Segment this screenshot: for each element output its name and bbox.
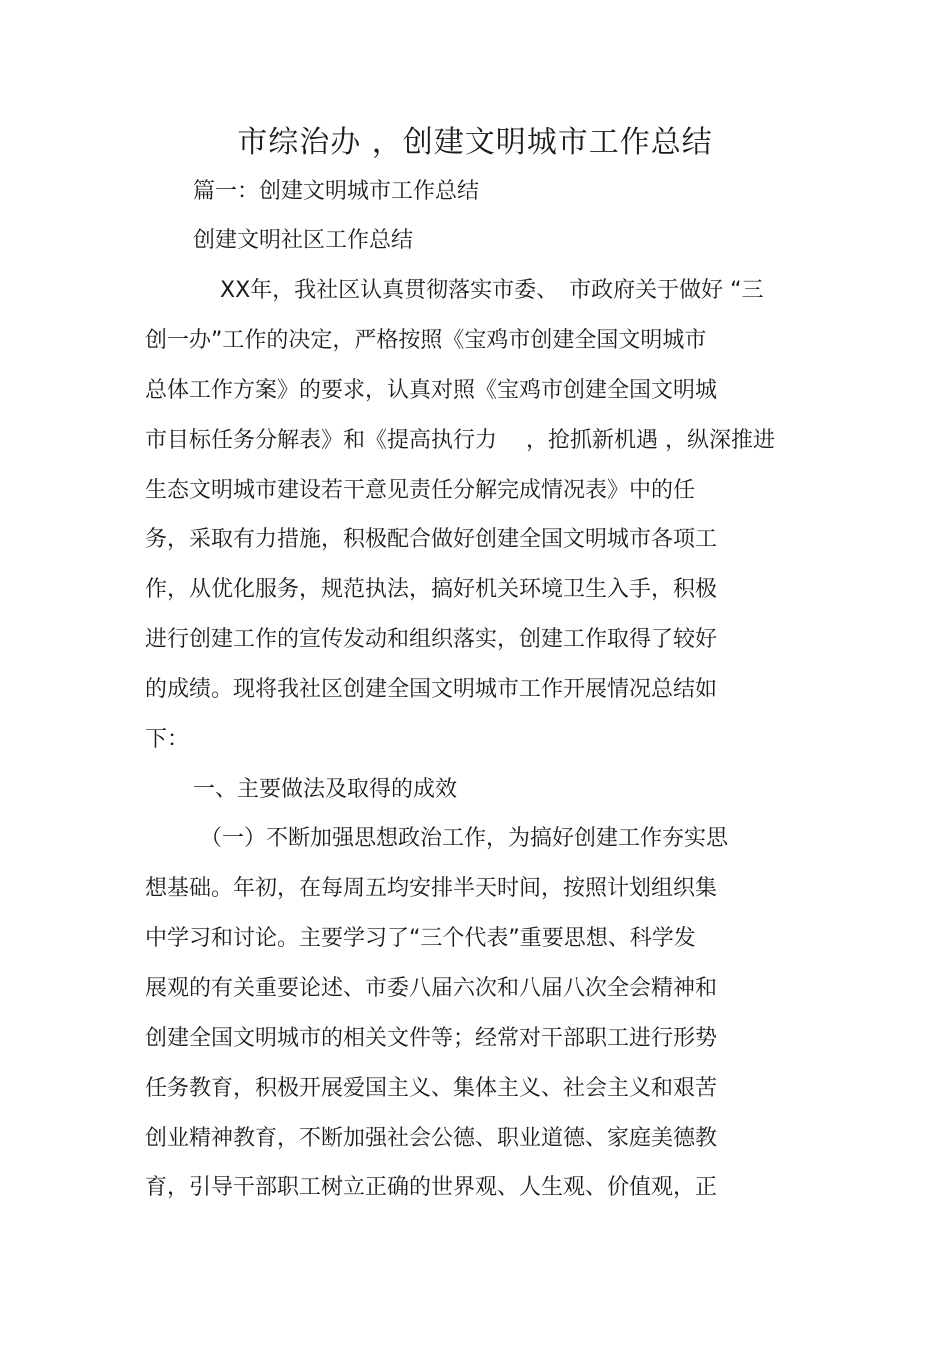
paragraph-line: 的成绩。现将我社区创建全国文明城市工作开展情况总结如 (145, 677, 718, 702)
paragraph-line: 任务教育，积极开展爱国主义、集体主义、社会主义和艰苦 (145, 1076, 718, 1101)
document-title: 市综治办 ，创建文明城市工作总结 (237, 125, 713, 160)
paragraph-line: 创建全国文明城市的相关文件等；经常对干部职工进行形势 (145, 1026, 718, 1051)
section-heading: 一、主要做法及取得的成效 (193, 777, 458, 802)
paragraph-line: 下： (145, 727, 190, 752)
paragraph-line: XX年，我社区认真贯彻落实市委、 市政府关于做好 “三 (220, 278, 764, 303)
paragraph-line: （一）不断加强思想政治工作，为搞好创建工作夯实思 (200, 826, 729, 851)
paragraph-line: 作，从优化服务，规范执法，搞好机关环境卫生入手，积极 (145, 577, 718, 602)
paragraph-line: 市目标任务分解表》和《提高执行力 ，抢抓新机遇 ，纵深推进 (145, 428, 775, 453)
paragraph-line: 展观的有关重要论述、市委八届六次和八届八次全会精神和 (145, 976, 718, 1001)
sub-heading: 创建文明社区工作总结 (193, 228, 414, 253)
paragraph-line: 育，引导干部职工树立正确的世界观、人生观、价值观，正 (145, 1175, 718, 1200)
paragraph-line: 中学习和讨论。主要学习了“三个代表”重要思想、科学发 (145, 926, 696, 951)
section-heading: 篇一：创建文明城市工作总结 (193, 179, 480, 204)
paragraph-line: 务，采取有力措施，积极配合做好创建全国文明城市各项工 (145, 527, 718, 552)
paragraph-line: 进行创建工作的宣传发动和组织落实，创建工作取得了较好 (145, 627, 718, 652)
paragraph-line: 总体工作方案》的要求，认真对照《宝鸡市创建全国文明城 (145, 378, 718, 403)
paragraph-line: 想基础。年初，在每周五均安排半天时间，按照计划组织集 (145, 876, 718, 901)
paragraph-line: 创业精神教育，不断加强社会公德、职业道德、家庭美德教 (145, 1126, 718, 1151)
paragraph-line: 生态文明城市建设若干意见责任分解完成情况表》中的任 (145, 478, 696, 503)
paragraph-line: 创一办”工作的决定，严格按照《宝鸡市创建全国文明城市 (145, 328, 707, 353)
